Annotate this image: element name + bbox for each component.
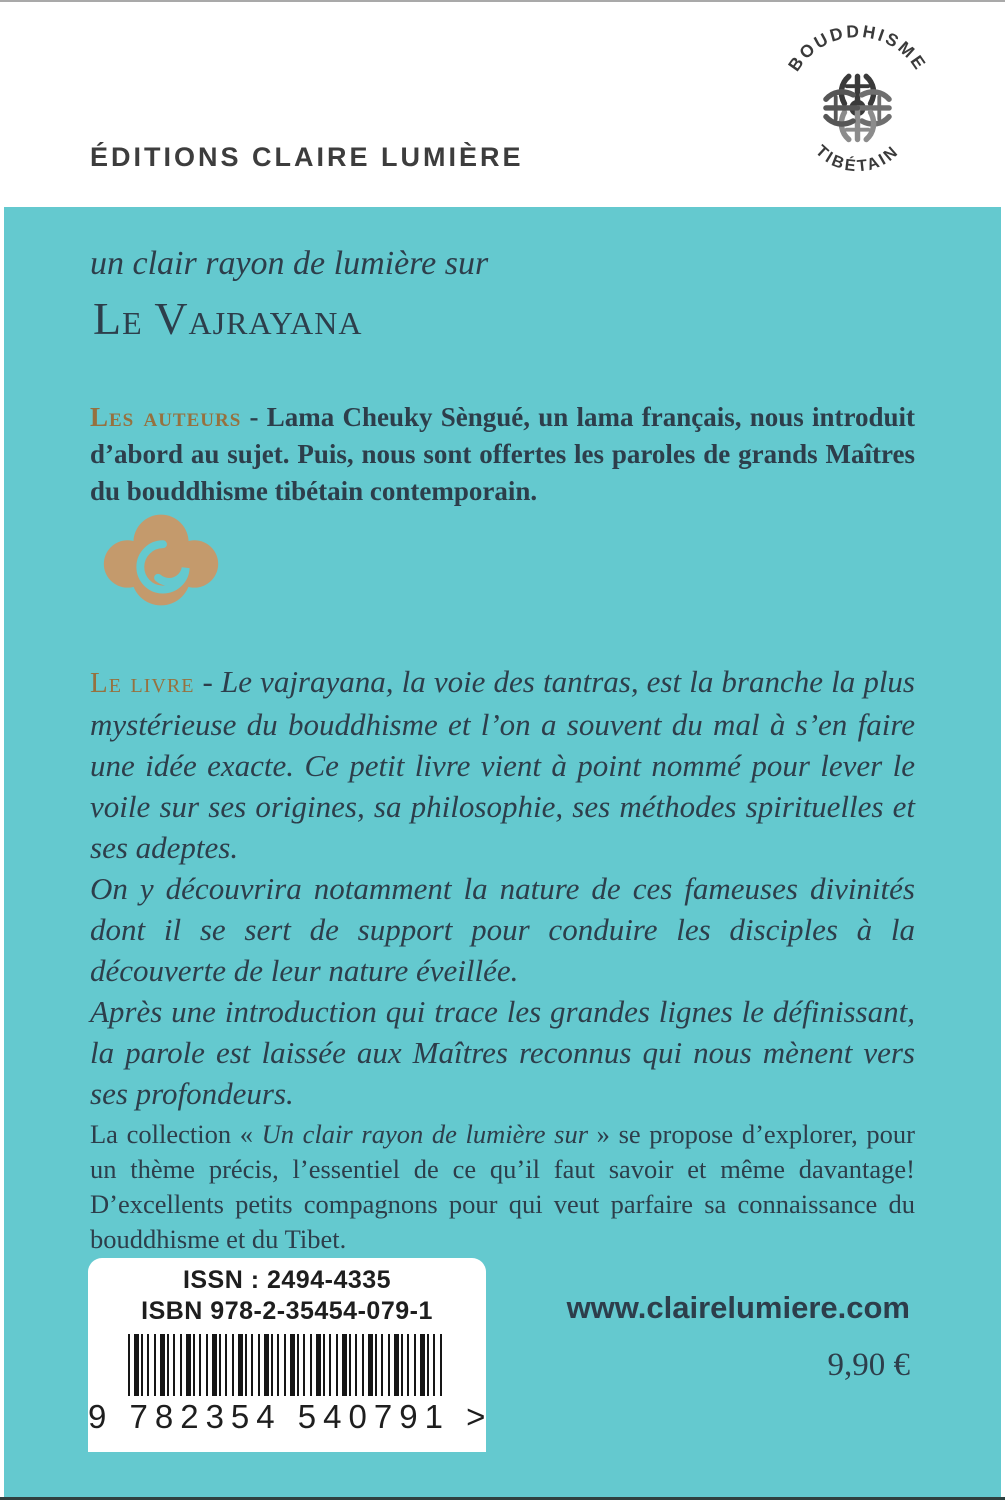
svg-text:TIBÉTAIN — [812, 142, 903, 176]
collection-note-paragraph — [90, 1117, 915, 1257]
publisher-name: ÉDITIONS CLAIRE LUMIÈRE — [90, 142, 524, 172]
collection-tagline: un clair rayon de lumière sur — [90, 245, 489, 282]
book-description-paragraph-1 — [90, 661, 915, 1114]
authors-label: Les auteurs — [90, 402, 242, 432]
collection-note-series-title: Un clair rayon de lumière sur — [261, 1118, 589, 1149]
book-intro-text: Le vajrayana, la voie des tantras, est la branche la plus mystérieuse du bouddhisme et l’on a souvent du mal à s’en faire une idée exacte. Ce petit livre vient à point nommé pour lever le voile sur ses origines, sa philosophie, ses méthodes spirituelles et ses adeptes. — [90, 664, 915, 865]
svg-text:BOUDDHISME — [784, 21, 931, 75]
collection-note-suffix: » se propose d’explorer, pour un thème précis, l’essentiel de ce qu’il faut savoir et même davantage! D’excellents petits compagnons pour qui veut parfaire sa connaissance du bouddhisme et du Tibet. — [90, 1118, 915, 1254]
logo-top-text: BOUDDHISME — [783, 20, 932, 75]
tibetan-buddhism-logo — [765, 10, 950, 195]
book-description-paragraph-3: Après une introduction qui trace les grandes lignes le définissant, la parole est laissée aux Maîtres reconnus qui nous mènent vers ses profondeurs. — [90, 994, 915, 1111]
isbn-number: ISBN 978-2-35454-079-1 — [141, 1297, 433, 1325]
authors-separator: - — [241, 402, 267, 432]
double-vajra-icon — [826, 76, 889, 139]
authors-text: Lama Cheuky Sèngué, un lama français, nous introduit d’abord au sujet. Puis, nous sont offertes les paroles de grands Maîtres du bouddhisme tibétain contemporain. — [90, 402, 916, 506]
isbn-barcode-box — [88, 1258, 493, 1452]
book-separator: - — [194, 664, 221, 699]
tibetan-cloud-icon — [92, 502, 230, 620]
issn-number: ISSN : 2494-4335 — [182, 1266, 392, 1294]
book-title: Le Vajrayana — [93, 293, 363, 344]
barcode-digits: 9 782354 540791 > — [88, 1398, 493, 1435]
price: 9,90 € — [827, 1347, 910, 1383]
book-description-paragraph-2: On y découvrira notamment la nature de ces fameuses divinités dont il se sert de support pour conduire les disciples à la découverte de leur nature éveillée. — [90, 871, 915, 988]
authors-paragraph — [90, 399, 915, 510]
collection-note-prefix: La collection « — [90, 1118, 262, 1149]
publisher-website-link[interactable]: www.clairelumiere.com — [566, 1290, 910, 1325]
ean13-barcode — [128, 1334, 446, 1396]
book-label: Le livre — [90, 667, 195, 699]
logo-bottom-text: TIBÉTAIN — [812, 141, 903, 176]
